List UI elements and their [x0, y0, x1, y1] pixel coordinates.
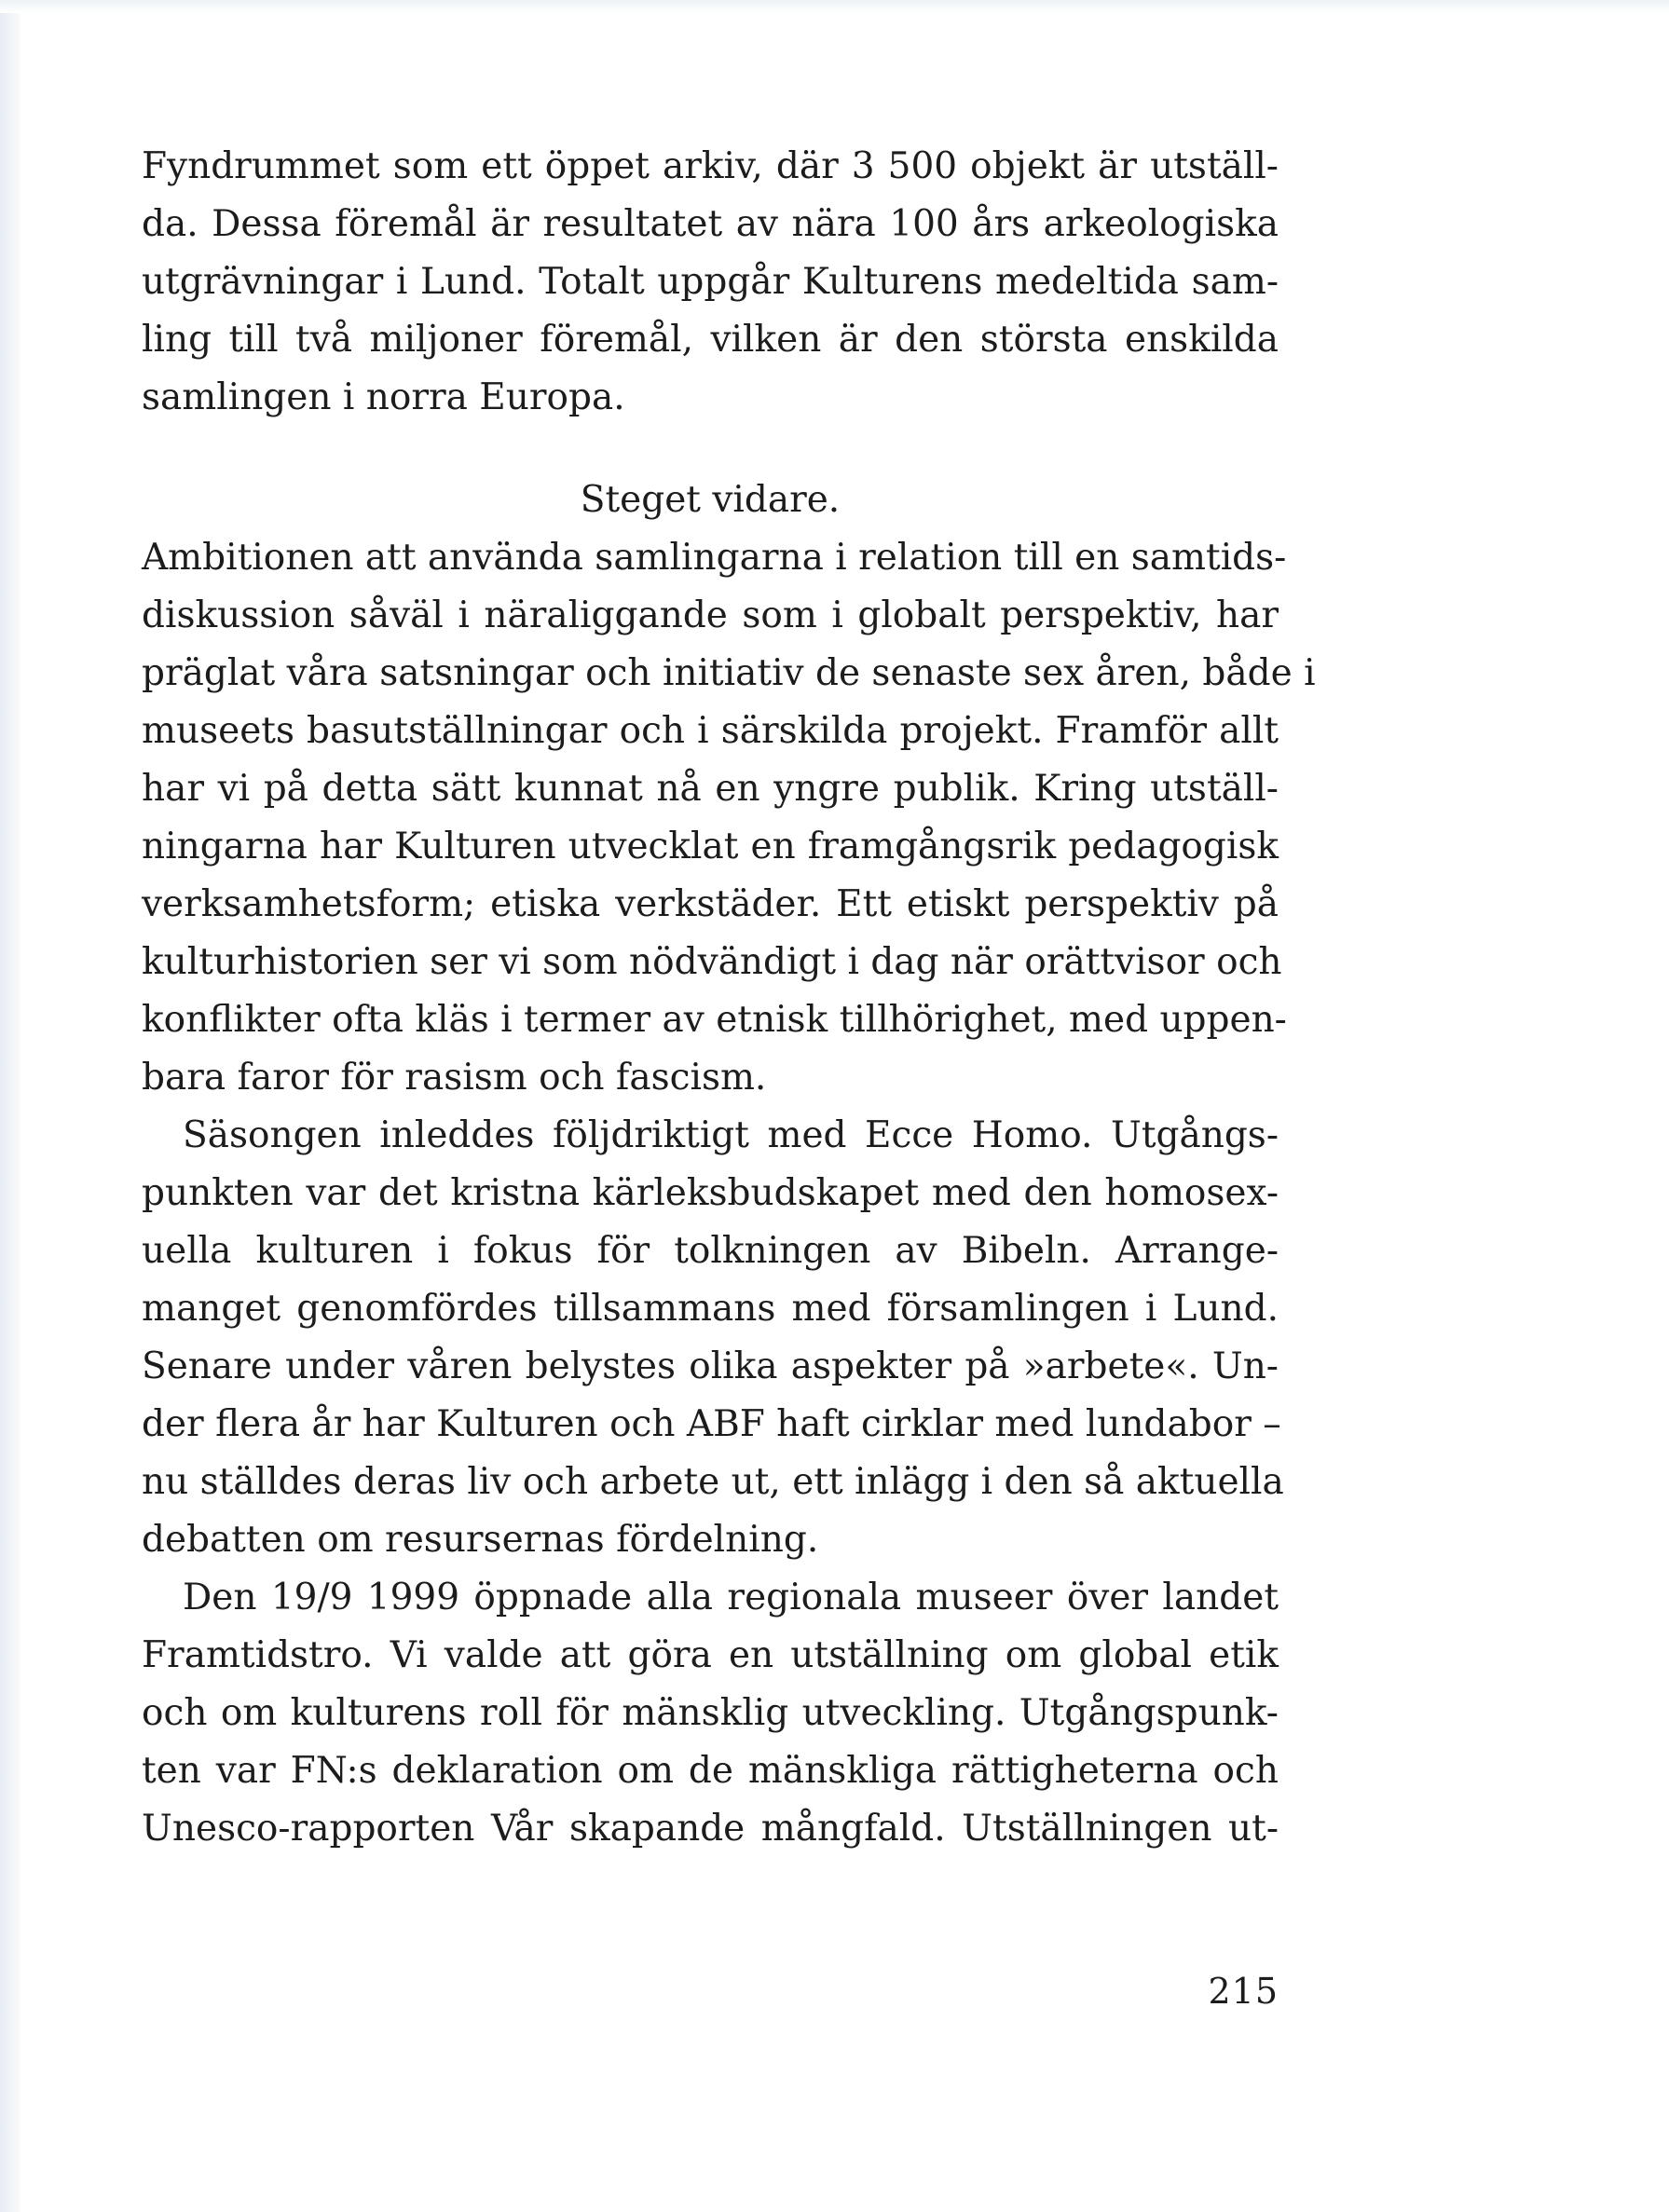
text-line: konflikter ofta kläs i termer av etnisk tillhörighet, med uppen-	[142, 999, 1287, 1041]
text-line: präglat våra satsningar och initiativ de senaste sex åren, både i	[142, 652, 1316, 694]
text-line: utgrävningar i Lund. Totalt uppgår Kulturens medeltida sam-	[142, 261, 1279, 303]
text-line: debatten om resursernas fördelning.	[142, 1519, 819, 1561]
text-line: Senare under våren belystes olika aspekter på »arbete«. Un-	[142, 1345, 1279, 1387]
text-line: och om kulturens roll för mänsklig utveckling. Utgångspunk-	[142, 1692, 1279, 1734]
text-line: manget genomfördes tillsammans med församlingen i Lund.	[142, 1288, 1279, 1330]
text-line: ningarna har Kulturen utvecklat en framgångsrik pedagogisk	[142, 826, 1279, 867]
text-line: samlingen i norra Europa.	[142, 376, 625, 418]
text-line: bara faror för rasism och fascism.	[142, 1057, 767, 1099]
body-text	[142, 138, 1316, 1858]
text-line: Säsongen inleddes följdriktigt med Ecce Homo. Utgångs-	[183, 1114, 1279, 1156]
scan-edge-left	[0, 0, 21, 2212]
section-heading: Steget vidare.	[580, 479, 841, 521]
text-line: verksamhetsform; etiska verkstäder. Ett etiskt perspektiv på	[142, 883, 1279, 925]
text-line: Unesco-rapporten Vår skapande mångfald. Utställningen ut-	[142, 1808, 1279, 1850]
text-line: uella kulturen i fokus för tolkningen av Bibeln. Arrange-	[142, 1230, 1279, 1272]
scan-edge-top	[0, 0, 1669, 13]
text-line: Den 19/9 1999 öppnade alla regionala museer över landet	[183, 1577, 1279, 1618]
text-line: kulturhistorien ser vi som nödvändigt i dag när orättvisor och	[142, 941, 1282, 983]
text-line: diskussion såväl i näraliggande som i globalt perspektiv, har	[142, 594, 1279, 636]
text-line: da. Dessa föremål är resultatet av nära 100 års arkeologiska	[142, 203, 1279, 245]
text-line: museets basutställningar och i särskilda projekt. Framför allt	[142, 710, 1279, 752]
text-line: ten var FN:s deklaration om de mänskliga rättigheterna och	[142, 1750, 1279, 1792]
text-line: ling till två miljoner föremål, vilken är den största enskilda	[142, 319, 1279, 361]
text-line: punkten var det kristna kärleksbudskapet med den homosex-	[142, 1172, 1279, 1214]
text-line: Fyndrummet som ett öppet arkiv, där 3 500 objekt är utställ-	[142, 145, 1279, 187]
text-line: har vi på detta sätt kunnat nå en yngre publik. Kring utställ-	[142, 768, 1279, 810]
text-line: Framtidstro. Vi valde att göra en utställning om global etik	[142, 1634, 1279, 1676]
page-number: 215	[1208, 1971, 1279, 2012]
text-line: nu ställdes deras liv och arbete ut, ett inlägg i den så aktuella	[142, 1461, 1284, 1503]
text-line: Ambitionen att använda samlingarna i relation till en samtids-	[142, 537, 1287, 579]
text-line: der flera år har Kulturen och ABF haft cirklar med lundabor –	[142, 1403, 1281, 1445]
